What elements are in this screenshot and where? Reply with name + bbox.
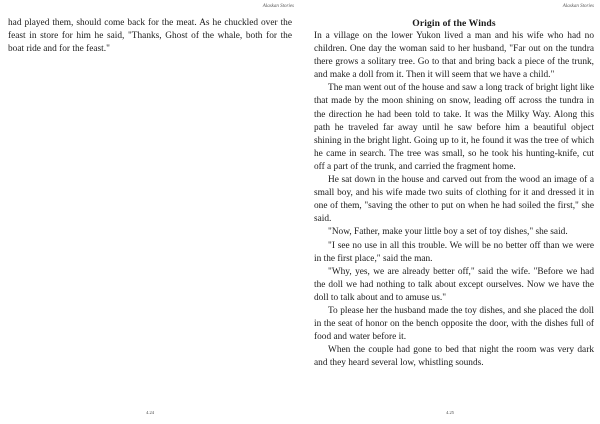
right-page: [300, 0, 600, 424]
page-body: [314, 17, 594, 370]
running-head: Alaskan Stories: [262, 4, 294, 9]
paragraph: The man went out of the house and saw a long track of bright light like that made by the moon shining on snow, leading off across the tundra in the direction he had been told to take. It was the Milky Way. Along this path he traveled far away until he saw before him a beautiful object shining in the bright light. Going up to it, he found it was the tree of which he came in search. The tree was small, so he took his hunting-knife, cut off a part of the trunk, and carried the fragment home.: [314, 83, 594, 172]
paragraph: When the couple had gone to bed that night the room was very dark and they heard several low, whistling sounds.: [314, 345, 594, 369]
paragraph: In a village on the lower Yukon lived a man and his wife who had no children. One day the woman said to her husband, "Far out on the tundra there grows a solitary tree. Go to that and bring back a piece of the trunk, and make a doll from it. Then it will seem that we have a child.": [314, 31, 594, 81]
page-body: [8, 17, 292, 56]
paragraph: "Now, Father, make your little boy a set of toy dishes," she said.: [328, 227, 568, 238]
running-head: Alaskan Stories: [562, 4, 594, 9]
paragraph: "I see no use in all this trouble. We will be no better off than we were in the first place," said the man.: [314, 240, 594, 264]
paragraph: had played them, should come back for the meat. As he chuckled over the feast in store for him he said, "Thanks, Ghost of the whale, both for the boat ride and for the feast.": [8, 18, 292, 55]
page-number: 4.24: [146, 410, 154, 415]
paragraph: To please her the husband made the toy dishes, and she placed the doll in the seat of honor on the bench opposite the door, with the dishes full of food and water before it.: [314, 305, 594, 343]
page-number: 4.25: [446, 410, 454, 415]
paragraph: He sat down in the house and carved out from the wood an image of a small boy, and his wife made two suits of clothing for it and dressed it in one of them, "saving the other to put on when he had soiled the first," she said.: [314, 175, 594, 225]
paragraph: "Why, yes, we are already better off," said the wife. "Before we had the doll we had nothing to talk about except ourselves. Now we have the doll to talk about and to amuse us.": [314, 266, 594, 303]
story-title: Origin of the Winds: [412, 18, 496, 29]
